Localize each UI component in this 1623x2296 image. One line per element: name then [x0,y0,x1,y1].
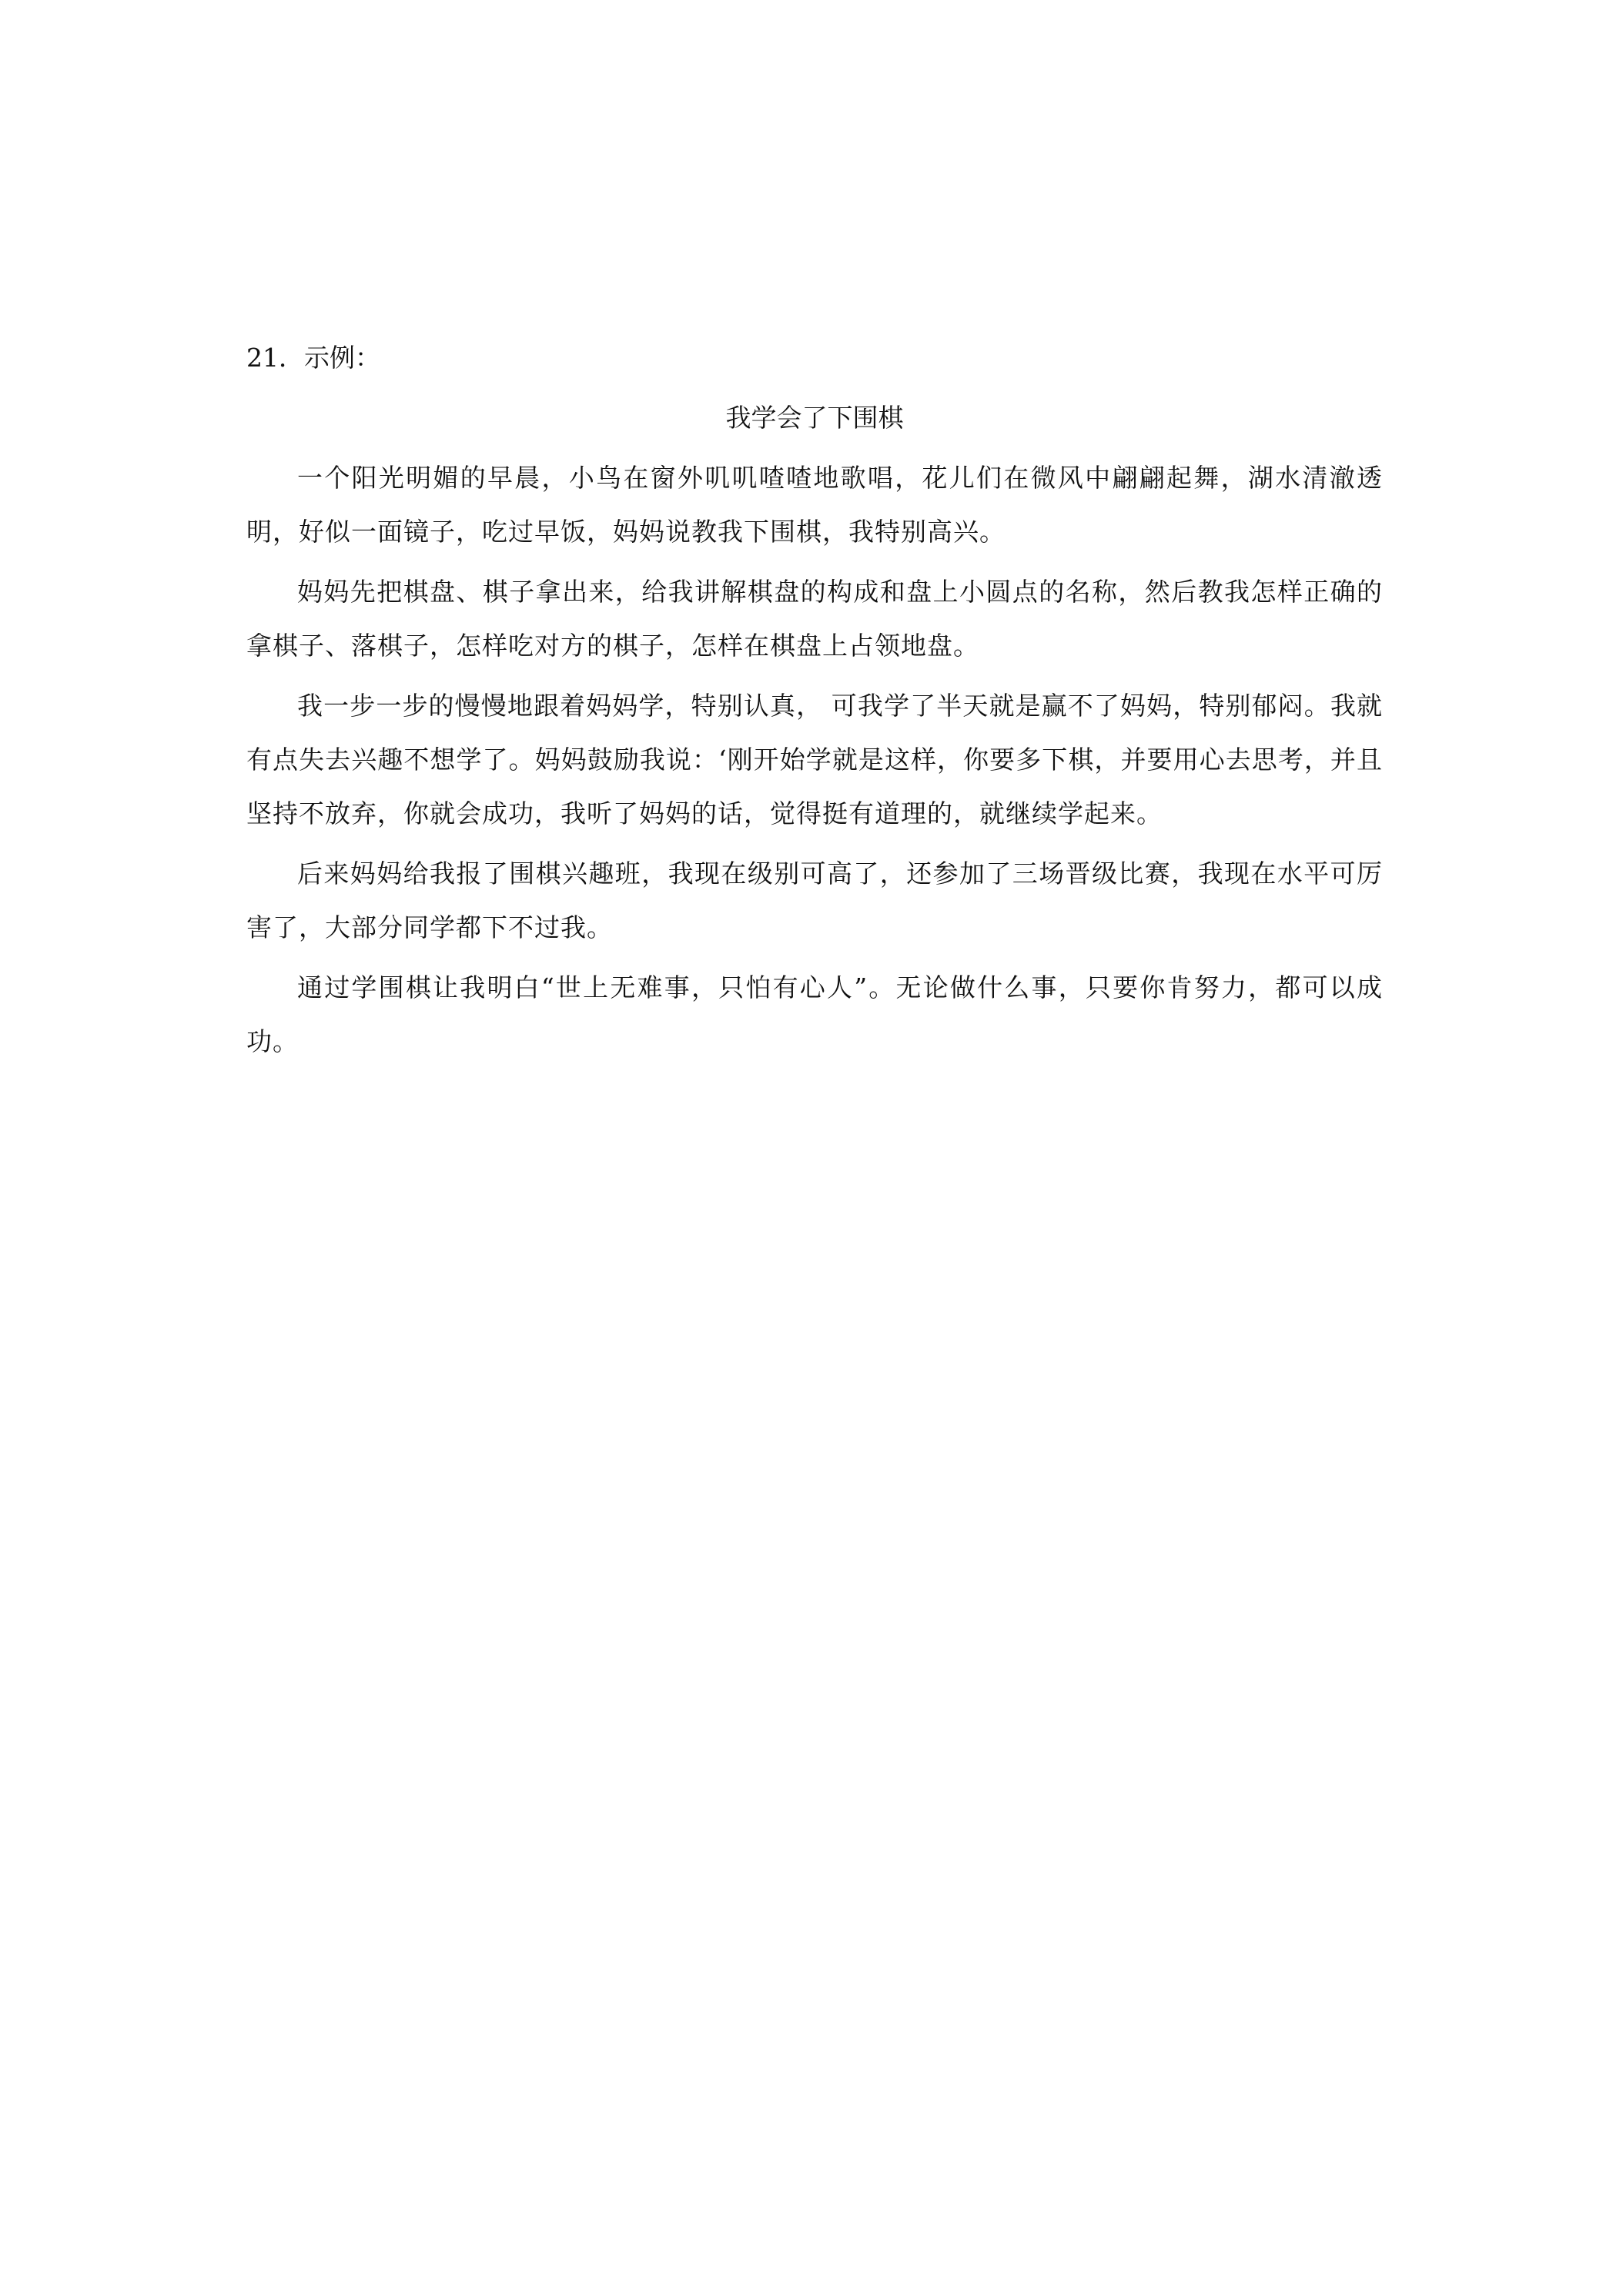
essay-paragraph-1: 一个阳光明媚的早晨，小鸟在窗外叽叽喳喳地歌唱，花儿们在微风中翩翩起舞，湖水清澈透明，好似一面镜子，吃过早饭，妈妈说教我下围棋，我特别高兴。 [246,463,1383,547]
document-content [246,331,1383,1075]
question-heading: 21．示例： [246,343,380,373]
essay-paragraph-3: 我一步一步的慢慢地跟着妈妈学，特别认真， 可我学了半天就是赢不了妈妈，特别郁闷。我就有点失去兴趣不想学了。妈妈鼓励我说：‘刚开始学就是这样，你要多下棋，并要用心去思考，并且坚持不放弃，你就会成功，我听了妈妈的话，觉得挺有道理的，就继续学起来。 [246,691,1383,828]
essay-paragraph-4: 后来妈妈给我报了围棋兴趣班，我现在级别可高了，还参加了三场晋级比赛，我现在水平可厉害了，大部分同学都下不过我。 [246,858,1383,942]
essay-paragraph-2: 妈妈先把棋盘、棋子拿出来，给我讲解棋盘的构成和盘上小圆点的名称，然后教我怎样正确的拿棋子、落棋子，怎样吃对方的棋子，怎样在棋盘上占领地盘。 [246,577,1383,661]
essay-title: 我学会了下围棋 [725,403,904,433]
essay-paragraph-5: 通过学围棋让我明白“世上无难事，只怕有心人”。无论做什么事，只要你肯努力，都可以成功。 [246,972,1383,1056]
